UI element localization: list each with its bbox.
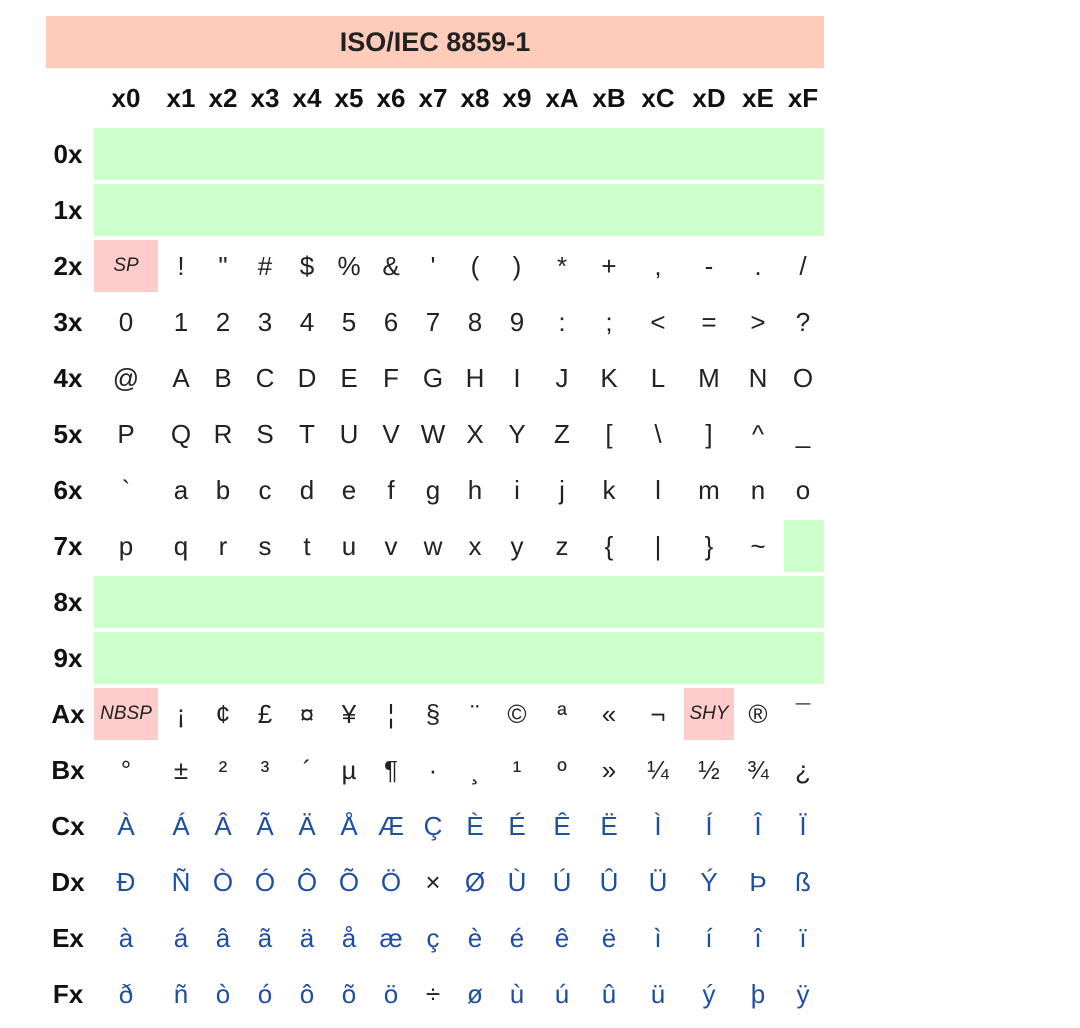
row-header-Dx: Dx xyxy=(51,866,85,897)
row-header-Ax: Ax xyxy=(51,698,85,729)
char-cell: Õ xyxy=(338,866,360,897)
row-header-Ex: Ex xyxy=(52,922,84,953)
char-cell: ? xyxy=(795,306,811,337)
char-cell: â xyxy=(215,922,231,953)
char-cell: S xyxy=(256,418,274,449)
char-cell: ê xyxy=(554,922,570,953)
char-cell: ¸ xyxy=(470,754,480,785)
column-header-xC: xC xyxy=(641,82,675,113)
char-cell: Û xyxy=(599,866,619,897)
char-cell: = xyxy=(701,306,717,337)
char-cell: ¢ xyxy=(215,698,231,729)
char-cell: © xyxy=(507,698,527,729)
char-cell: W xyxy=(420,418,446,449)
char-cell: ¨ xyxy=(470,698,480,729)
char-cell: £ xyxy=(257,698,273,729)
char-cell: l xyxy=(655,474,661,505)
column-header-x2: x2 xyxy=(208,82,238,113)
char-cell: m xyxy=(698,474,720,505)
char-cell: ¡ xyxy=(176,698,186,729)
char-cell: Ú xyxy=(552,866,572,897)
char-cell: Ô xyxy=(296,866,318,897)
char-cell: g xyxy=(425,474,441,505)
char-cell: ` xyxy=(121,474,131,505)
char-cell: Ë xyxy=(600,810,618,841)
char-cell: ù xyxy=(509,978,525,1009)
char-cell: O xyxy=(792,362,814,393)
char-cell: À xyxy=(117,810,135,841)
char-cell: ¹ xyxy=(512,754,522,785)
char-cell: ã xyxy=(257,922,273,953)
char-cell: ® xyxy=(748,698,768,729)
char-cell: ý xyxy=(702,978,716,1009)
char-cell: å xyxy=(341,922,357,953)
char-cell: c xyxy=(258,474,272,505)
char-cell: ' xyxy=(430,250,436,281)
char-cell: z xyxy=(555,530,569,561)
char-cell: ( xyxy=(470,250,480,281)
row-header-Cx: Cx xyxy=(51,810,85,841)
char-cell: y xyxy=(510,530,524,561)
column-header-x6: x6 xyxy=(376,82,406,113)
char-cell: s xyxy=(258,530,272,561)
char-cell: ø xyxy=(467,978,483,1009)
char-cell: I xyxy=(513,362,521,393)
char-cell: ´ xyxy=(302,754,312,785)
char-cell: # xyxy=(257,250,273,281)
row-header-2x: 2x xyxy=(53,250,83,281)
char-cell: Ä xyxy=(298,810,316,841)
row-header-Bx: Bx xyxy=(51,754,85,785)
char-cell: Ï xyxy=(799,810,807,841)
char-cell: N xyxy=(748,362,768,393)
char-cell: Z xyxy=(554,418,570,449)
char-cell: ; xyxy=(605,306,613,337)
char-cell: X xyxy=(466,418,484,449)
char-cell: ð xyxy=(118,978,134,1009)
char-cell: K xyxy=(600,362,618,393)
char-cell: > xyxy=(750,306,766,337)
char-cell: ª xyxy=(557,698,567,729)
char-cell: ï xyxy=(799,922,807,953)
column-header-x7: x7 xyxy=(418,82,448,113)
char-cell: * xyxy=(556,250,568,281)
column-header-xF: xF xyxy=(787,82,819,113)
char-cell: $ xyxy=(299,250,315,281)
char-cell: ] xyxy=(705,418,713,449)
char-cell: e xyxy=(341,474,357,505)
char-cell: × xyxy=(425,866,441,897)
row-header-5x: 5x xyxy=(53,418,83,449)
char-cell: ß xyxy=(795,866,811,897)
char-cell: 3 xyxy=(257,306,273,337)
char-cell: Â xyxy=(214,810,232,841)
column-header-xD: xD xyxy=(692,82,726,113)
char-cell: v xyxy=(384,530,398,561)
unassigned-row-9x xyxy=(94,632,824,684)
char-cell: Í xyxy=(705,810,713,841)
unassigned-row-8x xyxy=(94,576,824,628)
row-header-8x: 8x xyxy=(53,586,83,617)
char-cell: B xyxy=(214,362,232,393)
char-cell: H xyxy=(465,362,485,393)
char-cell: ô xyxy=(299,978,315,1009)
char-cell: ! xyxy=(177,250,185,281)
char-cell: [ xyxy=(605,418,613,449)
char-cell: Q xyxy=(170,418,192,449)
char-cell: ü xyxy=(650,978,666,1009)
char-cell: ¦ xyxy=(387,698,395,729)
char-cell: ¶ xyxy=(384,754,398,785)
char-cell: ÿ xyxy=(796,978,810,1009)
char-cell: J xyxy=(555,362,569,393)
char-cell: ú xyxy=(554,978,570,1009)
char-cell: à xyxy=(118,922,134,953)
char-cell: ° xyxy=(120,754,132,785)
char-cell: } xyxy=(704,530,714,561)
char-cell: h xyxy=(467,474,483,505)
column-header-xB: xB xyxy=(592,82,626,113)
unassigned-row-1x xyxy=(94,184,824,236)
char-cell: 8 xyxy=(467,306,483,337)
char-cell: ½ xyxy=(698,754,720,785)
char-cell: x xyxy=(468,530,482,561)
char-cell: í xyxy=(705,922,713,953)
char-cell: V xyxy=(382,418,400,449)
char-cell: \ xyxy=(654,418,662,449)
unassigned-row-0x xyxy=(94,128,824,180)
char-cell: d xyxy=(299,474,315,505)
row-header-1x: 1x xyxy=(53,194,83,225)
char-cell: b xyxy=(215,474,231,505)
char-cell: ± xyxy=(173,754,189,785)
char-cell: + xyxy=(601,250,617,281)
char-cell: P xyxy=(117,418,135,449)
column-header-xE: xE xyxy=(742,82,774,113)
char-cell: G xyxy=(422,362,444,393)
char-cell: ñ xyxy=(173,978,189,1009)
char-cell: D xyxy=(297,362,317,393)
char-cell: f xyxy=(387,474,395,505)
char-cell: ³ xyxy=(260,754,270,785)
char-cell: á xyxy=(173,922,189,953)
char-cell: Æ xyxy=(378,810,404,841)
row-header-0x: 0x xyxy=(53,138,83,169)
char-cell: æ xyxy=(379,922,403,953)
char-cell: ¿ xyxy=(795,754,811,785)
char-cell: i xyxy=(514,474,520,505)
char-cell: 1 xyxy=(173,306,189,337)
char-cell: p xyxy=(118,530,134,561)
char-cell: È xyxy=(466,810,484,841)
char-cell: Ç xyxy=(423,810,443,841)
char-cell: û xyxy=(601,978,617,1009)
char-cell: C xyxy=(255,362,275,393)
char-cell: : xyxy=(558,306,566,337)
char-cell: Ì xyxy=(654,810,662,841)
char-cell: o xyxy=(795,474,811,505)
char-cell: þ xyxy=(750,978,766,1009)
char-cell: Ü xyxy=(648,866,668,897)
char-cell: Ó xyxy=(254,866,276,897)
char-cell: ¬ xyxy=(650,698,666,729)
char-cell: ¯ xyxy=(795,698,811,729)
char-cell: ó xyxy=(257,978,273,1009)
char-cell: Ù xyxy=(507,866,527,897)
char-cell: _ xyxy=(795,418,811,449)
char-cell: & xyxy=(382,250,400,281)
char-cell: ì xyxy=(654,922,662,953)
row-header-Fx: Fx xyxy=(52,978,84,1009)
char-cell: / xyxy=(799,250,807,281)
char-cell: ÷ xyxy=(425,978,441,1009)
char-cell: 5 xyxy=(341,306,357,337)
char-cell: Ö xyxy=(380,866,402,897)
char-cell: j xyxy=(559,474,565,505)
unassigned-cell xyxy=(784,520,824,572)
char-cell: § xyxy=(425,698,441,729)
char-cell: « xyxy=(601,698,617,729)
char-cell: L xyxy=(650,362,666,393)
char-cell: Á xyxy=(172,810,190,841)
char-cell: ¼ xyxy=(647,754,669,785)
char-cell: ö xyxy=(383,978,399,1009)
column-header-x1: x1 xyxy=(166,82,196,113)
char-cell: ¾ xyxy=(747,754,769,785)
char-cell: Å xyxy=(340,810,358,841)
char-cell: T xyxy=(299,418,315,449)
char-cell: Ø xyxy=(464,866,486,897)
row-header-6x: 6x xyxy=(53,474,83,505)
char-cell: Ò xyxy=(212,866,234,897)
char-cell: Þ xyxy=(749,866,767,897)
char-cell: Î xyxy=(754,810,762,841)
char-cell: é xyxy=(509,922,525,953)
char-cell: . xyxy=(754,250,762,281)
char-cell: " xyxy=(218,250,228,281)
char-cell: | xyxy=(654,530,662,561)
char-cell: Ñ xyxy=(171,866,191,897)
char-cell: w xyxy=(423,530,443,561)
row-header-3x: 3x xyxy=(53,306,83,337)
char-cell: õ xyxy=(341,978,357,1009)
column-header-xA: xA xyxy=(545,82,579,113)
char-cell: a xyxy=(173,474,189,505)
char-cell: q xyxy=(173,530,189,561)
column-header-x8: x8 xyxy=(460,82,490,113)
char-cell: - xyxy=(704,250,714,281)
char-cell: ² xyxy=(218,754,228,785)
char-cell: A xyxy=(172,362,190,393)
char-cell: U xyxy=(339,418,359,449)
char-cell: µ xyxy=(341,754,357,785)
char-cell: , xyxy=(654,250,662,281)
char-cell: Ý xyxy=(700,866,718,897)
row-header-4x: 4x xyxy=(53,362,83,393)
char-cell: Ê xyxy=(553,810,571,841)
char-cell: º xyxy=(557,754,567,785)
char-cell: % xyxy=(337,250,361,281)
char-cell: ç xyxy=(426,922,440,953)
char-cell: F xyxy=(383,362,399,393)
row-header-7x: 7x xyxy=(53,530,83,561)
char-cell: 6 xyxy=(383,306,399,337)
char-cell: n xyxy=(750,474,766,505)
char-cell: î xyxy=(754,922,762,953)
column-header-x9: x9 xyxy=(502,82,532,113)
row-header-9x: 9x xyxy=(53,642,83,673)
char-cell: É xyxy=(508,810,526,841)
char-cell: 7 xyxy=(425,306,441,337)
char-cell: < xyxy=(650,306,666,337)
char-cell: u xyxy=(341,530,357,561)
char-cell: » xyxy=(601,754,617,785)
column-header-x4: x4 xyxy=(292,82,322,113)
table-title: ISO/IEC 8859-1 xyxy=(46,16,824,68)
char-cell: ò xyxy=(215,978,231,1009)
special-cell-nbsp: NBSP xyxy=(94,688,158,740)
special-cell-sp: SP xyxy=(94,240,158,292)
char-cell: @ xyxy=(112,362,140,393)
char-cell: 4 xyxy=(299,306,315,337)
char-cell: ~ xyxy=(750,530,766,561)
char-cell: Ã xyxy=(256,810,274,841)
char-cell: Ð xyxy=(116,866,136,897)
char-cell: 0 xyxy=(118,306,134,337)
char-cell: r xyxy=(218,530,228,561)
char-cell: ) xyxy=(512,250,522,281)
char-cell: · xyxy=(428,754,438,785)
char-cell: ¤ xyxy=(299,698,315,729)
char-cell: è xyxy=(467,922,483,953)
char-cell: R xyxy=(213,418,233,449)
column-header-x5: x5 xyxy=(334,82,364,113)
char-cell: ^ xyxy=(751,418,765,449)
char-cell: ä xyxy=(299,922,315,953)
char-cell: E xyxy=(340,362,358,393)
char-cell: k xyxy=(602,474,616,505)
char-cell: t xyxy=(303,530,311,561)
char-cell: Y xyxy=(508,418,526,449)
char-cell: M xyxy=(698,362,720,393)
char-cell: { xyxy=(604,530,614,561)
char-cell: 9 xyxy=(509,306,525,337)
char-cell: ë xyxy=(601,922,617,953)
special-cell-shy: SHY xyxy=(684,688,734,740)
column-header-x3: x3 xyxy=(250,82,280,113)
char-cell: ¥ xyxy=(341,698,357,729)
char-cell: 2 xyxy=(215,306,231,337)
column-header-x0: x0 xyxy=(111,82,141,113)
